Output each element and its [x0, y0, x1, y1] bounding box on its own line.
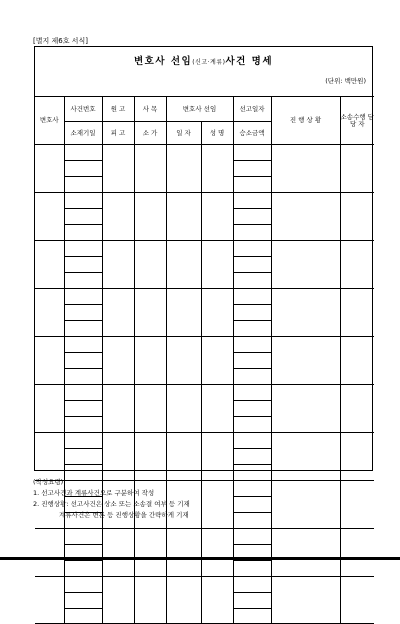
- cell-appoint-date[interactable]: [166, 577, 201, 624]
- cell-progress[interactable]: [271, 529, 340, 577]
- cell-appoint-name[interactable]: [201, 385, 233, 433]
- cell-report[interactable]: [233, 353, 271, 369]
- table-row: [35, 433, 374, 449]
- cell-appoint-date[interactable]: [166, 385, 201, 433]
- header-lawyer: 변호사: [35, 97, 64, 145]
- cell-subject[interactable]: [134, 289, 166, 337]
- cell-case-info[interactable]: [64, 305, 102, 321]
- cell-case-info[interactable]: [64, 241, 102, 257]
- cell-person-in-charge[interactable]: [340, 433, 374, 481]
- cell-case-info[interactable]: [64, 337, 102, 353]
- header-plaintiff: 원 고: [102, 97, 134, 122]
- cell-report[interactable]: [233, 609, 271, 624]
- cell-person-in-charge[interactable]: [340, 145, 374, 193]
- cell-subject[interactable]: [134, 337, 166, 385]
- header-subject: 사 목: [134, 97, 166, 122]
- table-row: [35, 385, 374, 401]
- header-court: 소재기일: [64, 122, 102, 145]
- cell-case-info[interactable]: [64, 161, 102, 177]
- cell-case-info[interactable]: [64, 145, 102, 161]
- writing-guide: [33, 477, 190, 521]
- cell-party[interactable]: [102, 433, 134, 481]
- cell-subject[interactable]: [134, 385, 166, 433]
- cell-person-in-charge[interactable]: [340, 193, 374, 241]
- cell-lawyer[interactable]: [35, 289, 64, 337]
- header-date: 일 자: [166, 122, 201, 145]
- cell-case-info[interactable]: [64, 177, 102, 193]
- cell-case-info[interactable]: [64, 417, 102, 433]
- cell-report[interactable]: [233, 273, 271, 289]
- cell-subject[interactable]: [134, 193, 166, 241]
- cell-appoint-date[interactable]: [166, 529, 201, 577]
- cell-person-in-charge[interactable]: [340, 337, 374, 385]
- form-title: [35, 53, 372, 67]
- cell-party[interactable]: [102, 337, 134, 385]
- cell-appoint-date[interactable]: [166, 337, 201, 385]
- cell-progress[interactable]: [271, 337, 340, 385]
- cell-appoint-name[interactable]: [201, 577, 233, 624]
- cell-report[interactable]: [233, 241, 271, 257]
- cell-appoint-date[interactable]: [166, 145, 201, 193]
- cell-case-info[interactable]: [64, 257, 102, 273]
- cell-appoint-name[interactable]: [201, 241, 233, 289]
- table-row: [35, 145, 374, 161]
- header-appointment: 변호사 선임: [166, 97, 233, 122]
- cell-report[interactable]: [233, 481, 271, 497]
- cell-report[interactable]: [233, 385, 271, 401]
- cell-report[interactable]: [233, 593, 271, 609]
- guide-line-3: 계류사건은 변론 등 진행상황을 간략하게 기재: [59, 511, 189, 519]
- cell-report[interactable]: [233, 177, 271, 193]
- cell-case-info[interactable]: [64, 561, 102, 577]
- cell-progress[interactable]: [271, 433, 340, 481]
- cell-progress[interactable]: [271, 577, 340, 624]
- cell-party[interactable]: [102, 529, 134, 577]
- guide-heading: (작성요령): [33, 478, 64, 486]
- cell-party[interactable]: [102, 577, 134, 624]
- unit-label: (단위: 백만원): [325, 77, 366, 85]
- cell-report[interactable]: [233, 305, 271, 321]
- cell-case-info[interactable]: [64, 529, 102, 545]
- cell-subject[interactable]: [134, 577, 166, 624]
- cell-lawyer[interactable]: [35, 193, 64, 241]
- cell-case-info[interactable]: [64, 369, 102, 385]
- cell-progress[interactable]: [271, 145, 340, 193]
- cell-appoint-name[interactable]: [201, 289, 233, 337]
- cell-lawyer[interactable]: [35, 385, 64, 433]
- cell-appoint-date[interactable]: [166, 289, 201, 337]
- page-bottom-rule: [0, 557, 400, 560]
- cell-case-info[interactable]: [64, 449, 102, 465]
- cell-appoint-date[interactable]: [166, 241, 201, 289]
- cell-person-in-charge[interactable]: [340, 385, 374, 433]
- cell-report[interactable]: [233, 577, 271, 593]
- cell-subject[interactable]: [134, 433, 166, 481]
- cell-person-in-charge[interactable]: [340, 577, 374, 624]
- cell-progress[interactable]: [271, 193, 340, 241]
- cell-report[interactable]: [233, 529, 271, 545]
- case-table: [35, 96, 374, 624]
- cell-report[interactable]: [233, 561, 271, 577]
- title-part-b: 사건 명세: [225, 56, 273, 67]
- cell-case-info[interactable]: [64, 385, 102, 401]
- cell-progress[interactable]: [271, 289, 340, 337]
- cell-party[interactable]: [102, 289, 134, 337]
- title-part-a: 변호사 선임: [134, 56, 193, 67]
- cell-appoint-date[interactable]: [166, 433, 201, 481]
- cell-lawyer[interactable]: [35, 145, 64, 193]
- title-small: (신고·계류): [192, 59, 226, 66]
- cell-case-info[interactable]: [64, 353, 102, 369]
- cell-case-info[interactable]: [64, 209, 102, 225]
- cell-report[interactable]: [233, 417, 271, 433]
- cell-party[interactable]: [102, 193, 134, 241]
- cell-progress[interactable]: [271, 241, 340, 289]
- cell-subject[interactable]: [134, 241, 166, 289]
- table-row: [35, 193, 374, 209]
- cell-party[interactable]: [102, 145, 134, 193]
- cell-appoint-name[interactable]: [201, 481, 233, 529]
- cell-case-info[interactable]: [64, 273, 102, 289]
- cell-party[interactable]: [102, 385, 134, 433]
- cell-person-in-charge[interactable]: [340, 529, 374, 577]
- table-row: [35, 529, 374, 545]
- guide-line-2: 2. 진행상황: 선고사건은 상소 또는 소송결 여부 등 기재: [33, 500, 190, 508]
- form-label: [별지 제6호 서식]: [33, 37, 88, 45]
- cell-lawyer[interactable]: [35, 529, 64, 577]
- header-row-1: [35, 97, 374, 122]
- header-name: 성 명: [201, 122, 233, 145]
- cell-case-info[interactable]: [64, 577, 102, 593]
- header-win-amount: 승소금액: [233, 122, 271, 145]
- table-row: [35, 577, 374, 593]
- cell-report[interactable]: [233, 225, 271, 241]
- form-frame: [34, 46, 373, 471]
- cell-case-info[interactable]: [64, 321, 102, 337]
- cell-report[interactable]: [233, 193, 271, 209]
- cell-progress[interactable]: [271, 385, 340, 433]
- cell-case-info[interactable]: [64, 225, 102, 241]
- cell-lawyer[interactable]: [35, 241, 64, 289]
- cell-person-in-charge[interactable]: [340, 241, 374, 289]
- header-litigation-value: 소 가: [134, 122, 166, 145]
- cell-case-info[interactable]: [64, 609, 102, 624]
- cell-appoint-name[interactable]: [201, 433, 233, 481]
- cell-report[interactable]: [233, 289, 271, 305]
- cell-report[interactable]: [233, 145, 271, 161]
- cell-report[interactable]: [233, 433, 271, 449]
- header-person-in-charge: 소송수행 담 당 자: [340, 97, 374, 145]
- cell-report[interactable]: [233, 161, 271, 177]
- cell-report[interactable]: [233, 209, 271, 225]
- cell-report[interactable]: [233, 449, 271, 465]
- cell-report[interactable]: [233, 337, 271, 353]
- cell-party[interactable]: [102, 241, 134, 289]
- header-defendant: 피 고: [102, 122, 134, 145]
- cell-subject[interactable]: [134, 145, 166, 193]
- cell-case-info[interactable]: [64, 433, 102, 449]
- cell-person-in-charge[interactable]: [340, 481, 374, 529]
- cell-case-info[interactable]: [64, 193, 102, 209]
- cell-person-in-charge[interactable]: [340, 289, 374, 337]
- cell-progress[interactable]: [271, 481, 340, 529]
- cell-report[interactable]: [233, 465, 271, 481]
- cell-lawyer[interactable]: [35, 577, 64, 624]
- cell-case-info[interactable]: [64, 289, 102, 305]
- cell-appoint-date[interactable]: [166, 193, 201, 241]
- table-row: [35, 289, 374, 305]
- header-case-no: 사건번호: [64, 97, 102, 122]
- cell-report[interactable]: [233, 401, 271, 417]
- cell-appoint-name[interactable]: [201, 145, 233, 193]
- cell-report[interactable]: [233, 497, 271, 513]
- cell-case-info[interactable]: [64, 401, 102, 417]
- cell-report[interactable]: [233, 513, 271, 529]
- guide-line-1: 1. 선고사건과 계류사건으로 구분하여 작성: [33, 489, 155, 497]
- header-report-date: 선고일자: [233, 97, 271, 122]
- cell-appoint-name[interactable]: [201, 529, 233, 577]
- cell-lawyer[interactable]: [35, 433, 64, 481]
- cell-subject[interactable]: [134, 529, 166, 577]
- header-progress: 진 행 상 황: [271, 97, 340, 145]
- cell-report[interactable]: [233, 257, 271, 273]
- cell-report[interactable]: [233, 369, 271, 385]
- cell-appoint-name[interactable]: [201, 193, 233, 241]
- cell-report[interactable]: [233, 321, 271, 337]
- cell-lawyer[interactable]: [35, 337, 64, 385]
- cell-appoint-name[interactable]: [201, 337, 233, 385]
- cell-case-info[interactable]: [64, 593, 102, 609]
- table-row: [35, 241, 374, 257]
- table-row: [35, 337, 374, 353]
